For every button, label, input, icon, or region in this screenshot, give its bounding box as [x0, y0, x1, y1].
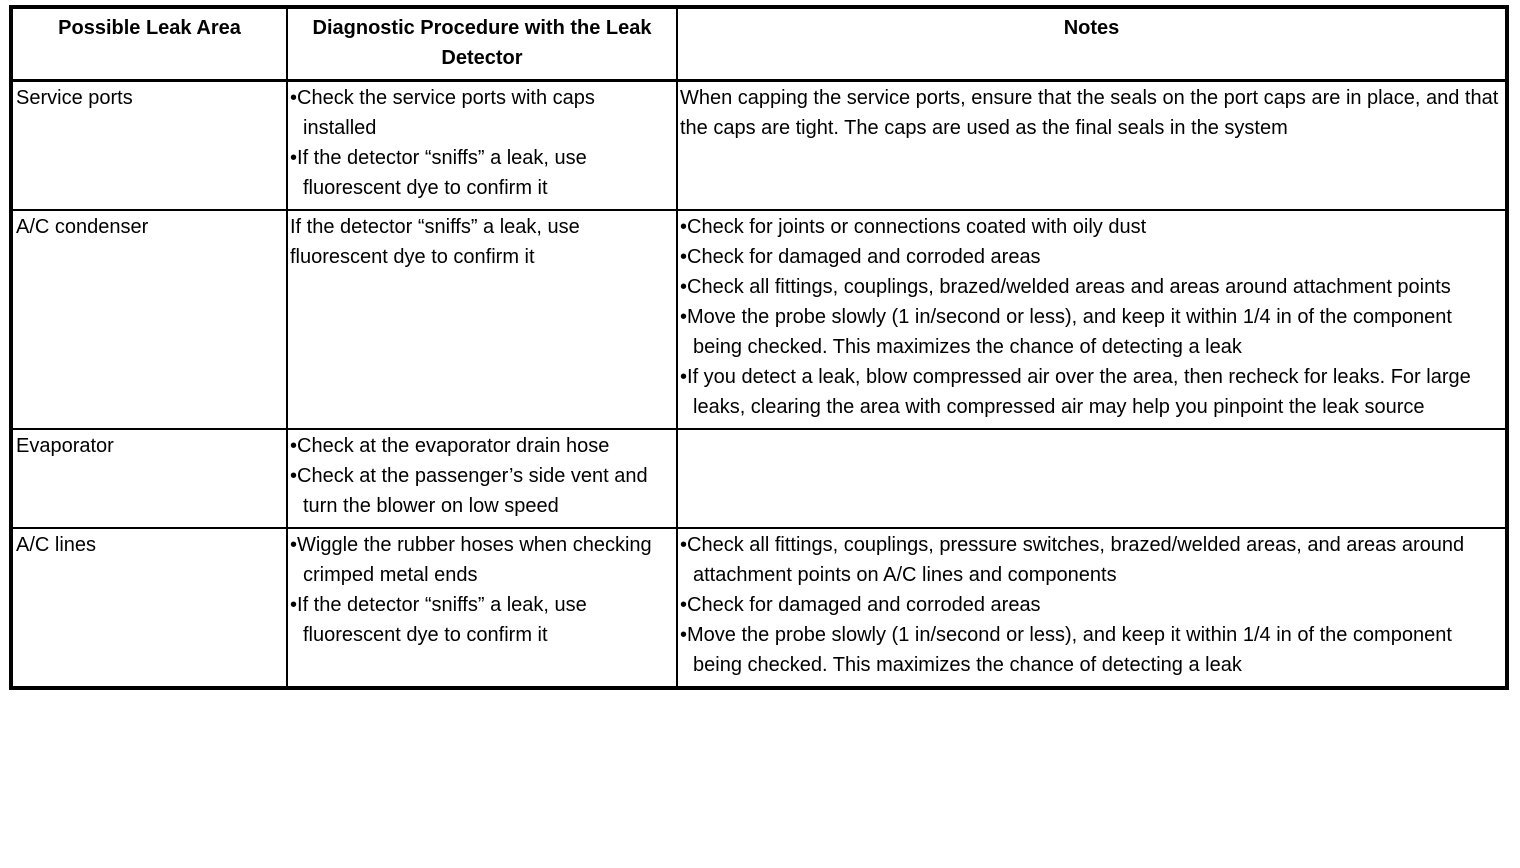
bullet-item: • Check all fittings, couplings, pressure switches, brazed/welded areas, and areas around attachment points on A/C lines and components: [680, 530, 1501, 590]
procedure-cell: [287, 81, 677, 211]
procedure-cell: [287, 528, 677, 688]
area-cell: Evaporator: [11, 429, 287, 528]
area-cell: A/C lines: [11, 528, 287, 688]
bullet-item: • Check for joints or connections coated with oily dust: [680, 212, 1501, 242]
bullet-item: • Check for damaged and corroded areas: [680, 590, 1501, 620]
table-row-ac-lines: [11, 528, 1507, 688]
notes-cell: [677, 210, 1507, 429]
header-cell-possible-leak-area: Possible Leak Area: [11, 7, 287, 81]
leak-diagnosis-table: [9, 5, 1509, 690]
bullet-item: • Check at the passenger’s side vent and turn the blower on low speed: [290, 461, 672, 521]
bullet-item: • If the detector “sniffs” a leak, use fluorescent dye to confirm it: [290, 590, 672, 650]
area-cell: Service ports: [11, 81, 287, 211]
table-row-service-ports: [11, 81, 1507, 211]
procedure-cell: [287, 210, 677, 429]
bullet-item: • Check the service ports with caps installed: [290, 83, 672, 143]
area-cell: A/C condenser: [11, 210, 287, 429]
notes-cell: [677, 81, 1507, 211]
header-row: [11, 7, 1507, 81]
bullet-item: • Check for damaged and corroded areas: [680, 242, 1501, 272]
bullet-item: • Check all fittings, couplings, brazed/welded areas and areas around attachment points: [680, 272, 1501, 302]
notes-text: When capping the service ports, ensure that the seals on the port caps are in place, and that the caps are tight. The caps are used as the final seals in the system: [680, 87, 1499, 139]
bullet-item: • If you detect a leak, blow compressed air over the area, then recheck for leaks. For large leaks, clearing the area with compressed air may help you pinpoint the leak source: [680, 362, 1501, 422]
header-cell-notes: Notes: [677, 7, 1507, 81]
procedure-text: If the detector “sniffs” a leak, use fluorescent dye to confirm it: [290, 216, 580, 268]
notes-cell: [677, 528, 1507, 688]
table-row-evaporator: [11, 429, 1507, 528]
header-cell-diagnostic-procedure: Diagnostic Procedure with the Leak Detector: [287, 7, 677, 81]
bullet-item: • Wiggle the rubber hoses when checking crimped metal ends: [290, 530, 672, 590]
notes-cell-empty: [677, 429, 1507, 528]
table-row-ac-condenser: [11, 210, 1507, 429]
bullet-item: • Check at the evaporator drain hose: [290, 431, 672, 461]
bullet-item: • If the detector “sniffs” a leak, use fluorescent dye to confirm it: [290, 143, 672, 203]
bullet-item: • Move the probe slowly (1 in/second or less), and keep it within 1/4 in of the component being checked. This maximizes the chance of detecting a leak: [680, 302, 1501, 362]
procedure-cell: [287, 429, 677, 528]
bullet-item: • Move the probe slowly (1 in/second or less), and keep it within 1/4 in of the component being checked. This maximizes the chance of detecting a leak: [680, 620, 1501, 680]
